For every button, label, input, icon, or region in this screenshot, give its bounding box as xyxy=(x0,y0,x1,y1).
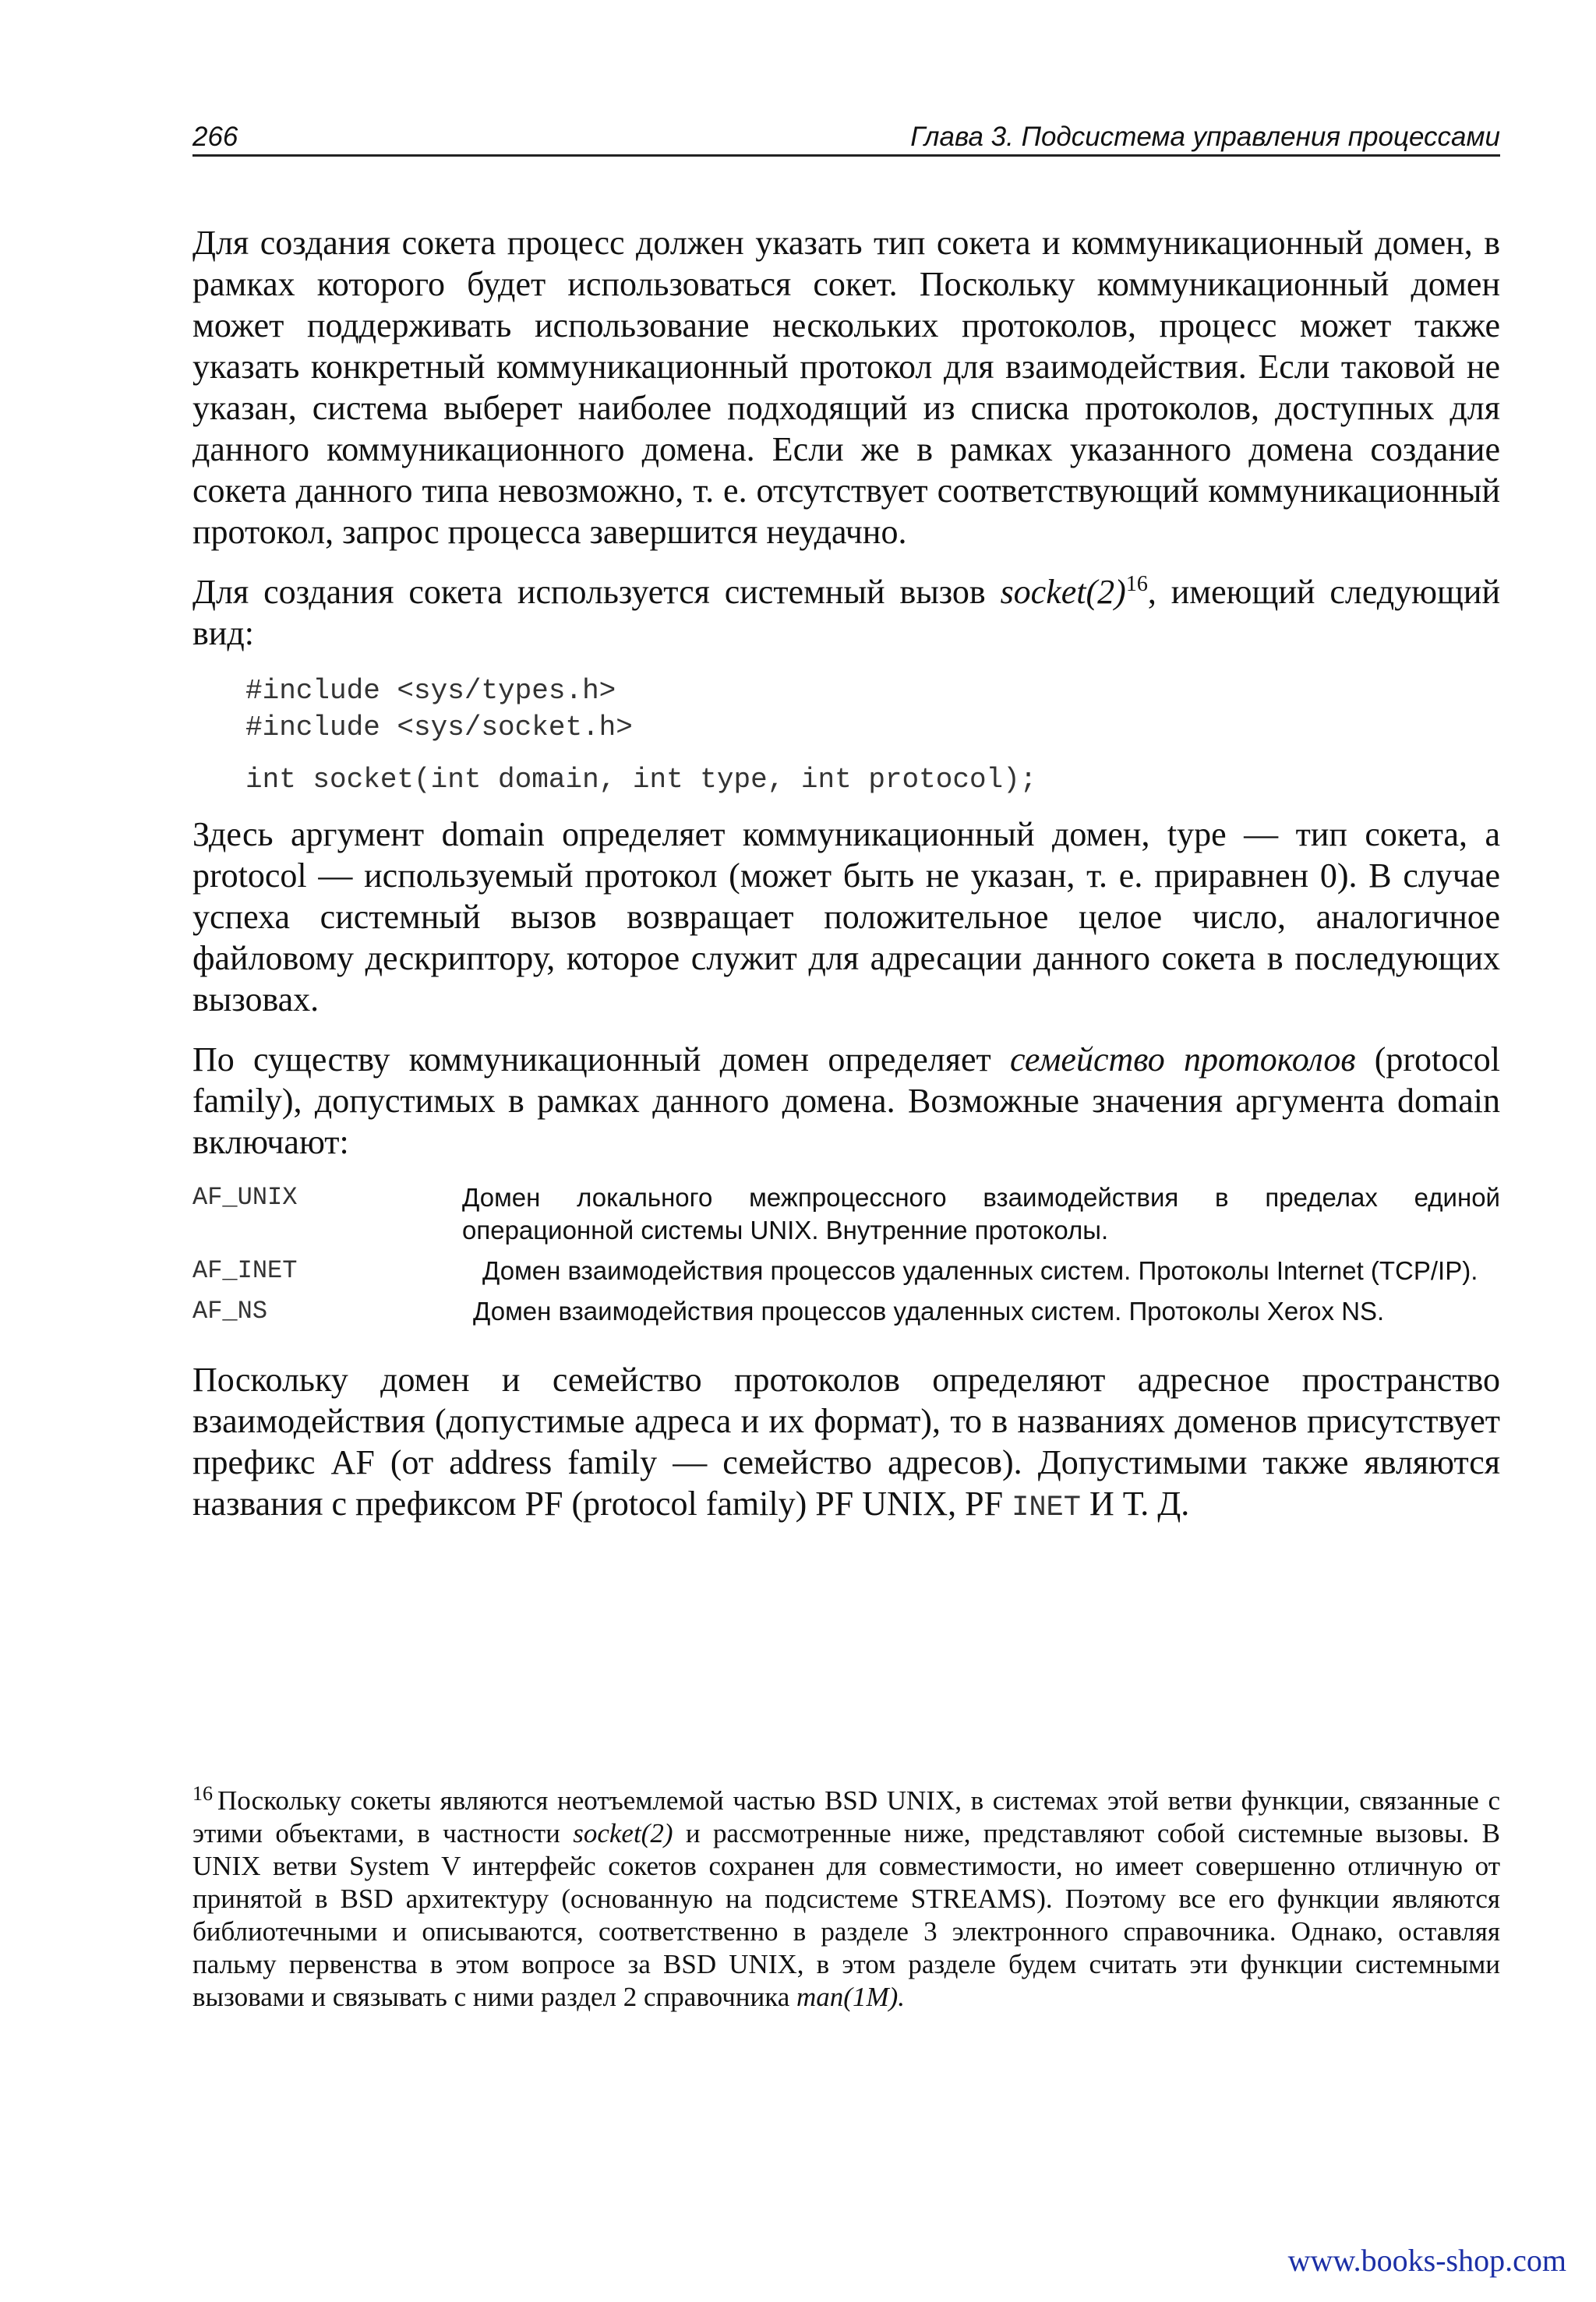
definition-description: Домен локального межпроцессного взаимодействия в пределах единой операционной системы UNIX. Внутренние протоколы. xyxy=(462,1183,1500,1245)
paragraph-3: Здесь аргумент domain определяет коммуникационный домен, type — тип сокета, а protocol — используемый протокол (может быть не указан, т. е. приравнен 0). В случае успеха системный вызов возвращает положительное целое число, аналогичное файловому дескриптору, которое служит для адресации данного сокета в последующих вызовах. xyxy=(192,815,1500,1019)
definition-row xyxy=(192,1255,1500,1287)
paragraph-2: Для создания сокета используется системный вызов $socket(2)^{16}$, имеющий следующий вид: xyxy=(192,572,1500,652)
code-block xyxy=(245,673,1500,798)
socket-call-ref: socket(2) xyxy=(1000,573,1126,611)
man-ref: man(1M). xyxy=(796,1982,906,2012)
emphasis-protocol-family: семейство протоколов xyxy=(1009,1040,1356,1079)
definition-description: Домен взаимодействия процессов удаленных систем. Протоколы Xerox NS. xyxy=(473,1297,1385,1326)
socket-call-ref: socket(2) xyxy=(573,1818,673,1848)
code-line: #include <sys/types.h> xyxy=(245,675,616,707)
domain-definition-list xyxy=(192,1181,1500,1328)
paragraph-5: Поскольку домен и семейство протоколов определяют адресное пространство взаимодействия (допустимые адреса и их формат), то в названиях доменов присутствует префикс AF (от address family — семейство адресов). Допустимыми также являются названия с префиксом PF (protocol family) PF UNIX, PF INET И Т. Д. xyxy=(192,1361,1500,1524)
term-protocol: protocol xyxy=(192,856,307,895)
footnote xyxy=(192,1782,1500,2014)
footnote-ref: 16 xyxy=(1125,572,1148,596)
term-domain: domain xyxy=(1397,1082,1500,1120)
footnote-text: Поскольку сокеты являются неотъемлемой частью BSD UNIX, в системах этой ветви функции, связанные с этими объектами, в частности socket(2) и рассмотренные ниже, представляют собой системные вызовы. В UNIX ветви System V интерфейс сокетов сохранен для совместимости, но имеет совершенно отличную от принятой в BSD архитектуру (основанную на подсистеме STREAMS). Поэтому все его функции являются библиотечными и описываются, соответственно в разделе 3 электронного справочника. Однако, оставляя пальму первенства в этом вопросе за BSD UNIX, в этом разделе будем считать эти функции системными вызовами и связывать с ними раздел 2 справочника man(1M). xyxy=(192,1785,1500,2012)
code-line: #include <sys/socket.h> xyxy=(245,711,633,743)
term-domain: domain xyxy=(441,815,545,853)
page-body xyxy=(192,222,1500,1548)
definition-term: AF_INET xyxy=(192,1256,298,1285)
definition-row xyxy=(192,1295,1500,1328)
footnote-mark: 16 xyxy=(192,1782,213,1805)
definition-term: AF_NS xyxy=(192,1297,268,1326)
definition-row xyxy=(192,1181,1500,1247)
page-header xyxy=(192,117,1500,157)
chapter-title: Глава 3. Подсистема управления процессами xyxy=(910,122,1500,152)
term-inet: INET xyxy=(1012,1492,1081,1524)
page-number: 266 xyxy=(192,122,238,152)
definition-term: AF_UNIX xyxy=(192,1183,298,1212)
watermark: www.books-shop.com xyxy=(1287,2243,1566,2278)
code-line: int socket(int domain, int type, int protocol); xyxy=(245,764,1037,796)
definition-description: Домен взаимодействия процессов удаленных систем. Протоколы Internet (TCP/IP). xyxy=(482,1256,1478,1285)
paragraph-1: Для создания сокета процесс должен указать тип сокета и коммуникационный домен, в рамках которого будет использоваться сокет. Поскольку коммуникационный домен может поддерживать использование нескольких протоколов, процесс может также указать конкретный коммуникационный протокол для взаимодействия. Если таковой не указан, система выберет наиболее подходящий из списка протоколов, доступных для данного коммуникационного домена. Если же в рамках указанного домена создание сокета данного типа невозможно, т. е. отсутствует соответствующий коммуникационный протокол, запрос процесса завершится неудачно. xyxy=(192,224,1500,551)
term-type: type xyxy=(1167,815,1227,853)
paragraph-4: По существу коммуникационный домен определяет семейство протоколов (protocol family), допустимых в рамках данного домена. Возможные значения аргумента domain включают: xyxy=(192,1040,1500,1161)
